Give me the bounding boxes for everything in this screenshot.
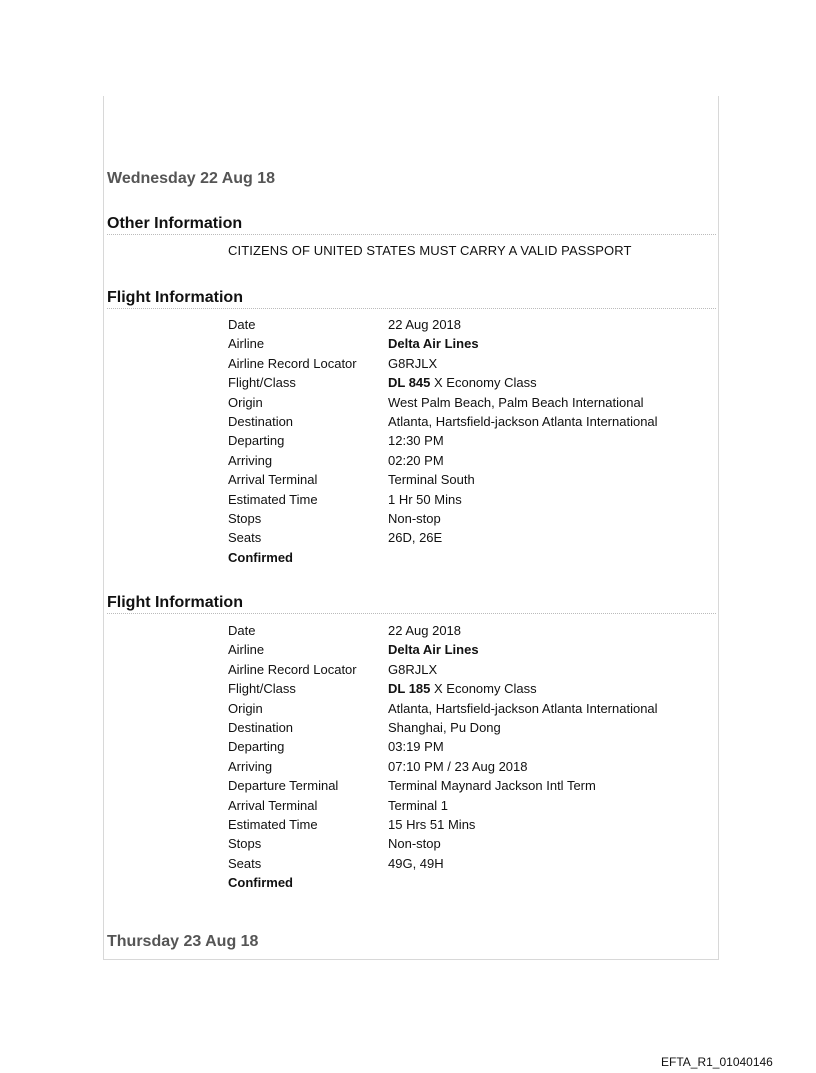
detail-row (228, 470, 658, 489)
flight-information-heading: Flight Information (107, 594, 716, 614)
record-locator: G8RJLX (388, 661, 438, 677)
detail-row (228, 834, 658, 853)
detail-label: Departing (228, 739, 285, 755)
flight-details (228, 315, 658, 567)
detail-label: Airline (228, 336, 265, 352)
flight-information-heading: Flight Information (107, 289, 716, 309)
detail-value: Shanghai, Pu Dong (388, 719, 501, 735)
detail-value: Terminal Maynard Jackson Intl Term (388, 778, 596, 794)
detail-label: Flight/Class (228, 681, 296, 697)
detail-label: Seats (228, 530, 262, 546)
detail-row (228, 373, 658, 392)
detail-label: Date (228, 623, 256, 638)
detail-value: Atlanta, Hartsfield-jackson Atlanta International (388, 413, 658, 429)
detail-row (228, 528, 658, 547)
detail-label: Arrival Terminal (228, 797, 318, 813)
detail-value: Terminal 1 (388, 797, 448, 813)
detail-label: Stops (228, 836, 262, 852)
flight-number: DL 185 (388, 681, 431, 697)
detail-label: Seats (228, 855, 262, 871)
detail-row (228, 737, 658, 756)
detail-row (228, 334, 658, 353)
detail-label: Stops (228, 510, 262, 526)
detail-row (228, 431, 658, 450)
detail-row (228, 509, 658, 528)
airline-name: Delta Air Lines (388, 642, 479, 658)
detail-value: 22 Aug 2018 (388, 623, 462, 638)
detail-value: Non-stop (388, 510, 441, 526)
detail-value: 1 Hr 50 Mins (388, 491, 462, 507)
detail-row (228, 776, 658, 795)
detail-row (228, 757, 658, 776)
flight-class-value (388, 679, 537, 698)
detail-label: Date (228, 317, 256, 332)
detail-value: 02:20 PM (388, 452, 444, 468)
detail-label: Airline Record Locator (228, 355, 357, 371)
day-heading: Wednesday 22 Aug 18 (107, 170, 276, 187)
detail-value: 07:10 PM / 23 Aug 2018 (388, 758, 528, 774)
flight-class-value (388, 373, 537, 392)
detail-value: 03:19 PM (388, 739, 444, 755)
detail-label: Departure Terminal (228, 778, 339, 794)
detail-label: Airline Record Locator (228, 661, 357, 677)
detail-row (228, 718, 658, 737)
flight-details (228, 621, 658, 892)
detail-label: Destination (228, 719, 294, 735)
detail-row (228, 490, 658, 509)
document-id: EFTA_R1_01040146 (661, 1055, 773, 1069)
detail-row (228, 315, 658, 334)
detail-label: Destination (228, 413, 294, 429)
detail-value: West Palm Beach, Palm Beach International (388, 394, 644, 410)
detail-row (228, 854, 658, 873)
flight-number: DL 845 (388, 375, 431, 391)
detail-label: Flight/Class (228, 375, 296, 391)
detail-row (228, 679, 658, 698)
detail-value: 49G, 49H (388, 855, 444, 871)
detail-label: Origin (228, 700, 263, 716)
detail-row (228, 393, 658, 412)
detail-value: Atlanta, Hartsfield-jackson Atlanta International (388, 700, 658, 716)
detail-value: 22 Aug 2018 (388, 317, 462, 332)
detail-label: Estimated Time (228, 816, 318, 832)
detail-row (228, 621, 658, 640)
detail-label: Estimated Time (228, 491, 318, 507)
detail-value: Non-stop (388, 836, 441, 852)
record-locator: G8RJLX (388, 355, 438, 371)
other-information-heading: Other Information (107, 215, 716, 235)
detail-row (228, 699, 658, 718)
detail-value: 15 Hrs 51 Mins (388, 816, 476, 832)
detail-row (228, 815, 658, 834)
passport-notice: CITIZENS OF UNITED STATES MUST CARRY A VALID PASSPORT (228, 243, 632, 258)
class-text: X Economy Class (430, 375, 537, 391)
detail-row (228, 354, 658, 373)
day-heading: Thursday 23 Aug 18 (107, 933, 259, 950)
detail-value: Terminal South (388, 472, 475, 488)
airline-name: Delta Air Lines (388, 336, 479, 352)
detail-label: Arriving (228, 758, 273, 774)
booking-status: Confirmed (228, 549, 293, 565)
detail-label: Origin (228, 394, 263, 410)
detail-row (228, 660, 658, 679)
detail-row (228, 640, 658, 659)
class-text: X Economy Class (430, 681, 537, 697)
detail-value: 26D, 26E (388, 530, 443, 546)
detail-label: Arrival Terminal (228, 472, 318, 488)
detail-label: Airline (228, 642, 265, 658)
detail-row (228, 412, 658, 431)
detail-label: Departing (228, 433, 285, 449)
detail-row (228, 796, 658, 815)
booking-status: Confirmed (228, 875, 293, 891)
detail-row (228, 451, 658, 470)
detail-label: Arriving (228, 452, 273, 468)
detail-value: 12:30 PM (388, 433, 444, 449)
